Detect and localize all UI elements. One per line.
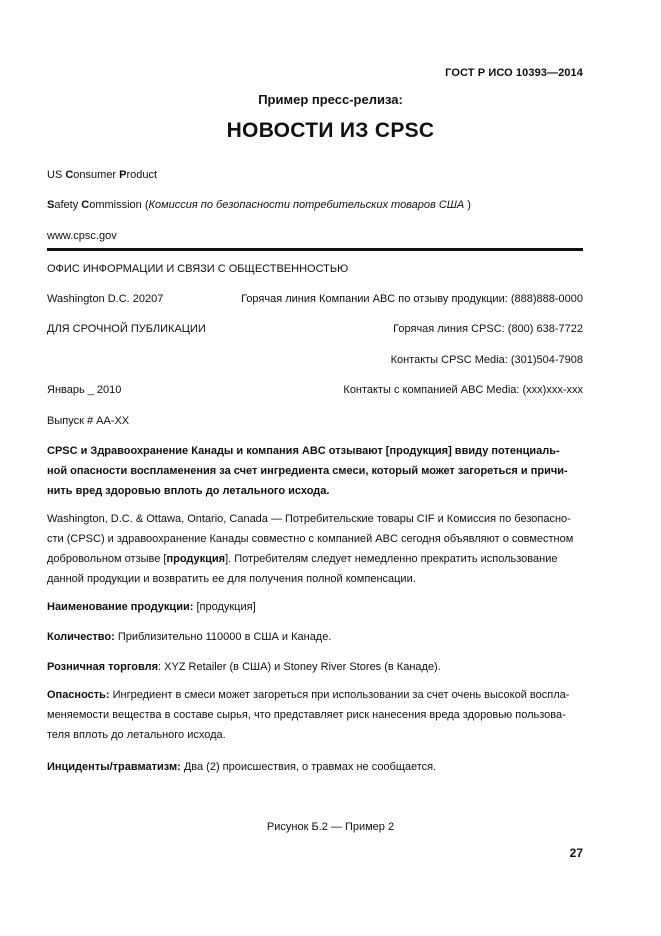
figure-caption: Рисунок Б.2 — Пример 2	[266, 821, 395, 833]
hazard-line: меняемости вещества в составе сырья, что представляет риск нанесения вреда здоровью пользова-	[47, 709, 566, 721]
headline-line: нить вред здоровью вплоть до летального исхода.	[47, 485, 330, 497]
standard-code: ГОСТ Р ИСО 10393—2014	[445, 67, 583, 79]
incidents-field: Инциденты/травматизм: Два (2) происшествия, о травмах не сообщается.	[47, 761, 437, 773]
hotline-abc: Горячая линия Компании ABC по отзыву продукции: (888)888-0000	[241, 293, 583, 305]
page-title: НОВОСТИ ИЗ CPSC	[226, 119, 435, 142]
website-link[interactable]: www.cpsc.gov	[47, 230, 117, 242]
quantity-field: Количество: Приблизительно 110000 в США и Канаде.	[47, 631, 332, 643]
headline-line: ной опасности воспламенения за счет ингредиента смеси, который может загореться и причи-	[47, 465, 568, 477]
hotline-cpsc: Горячая линия CPSC: (800) 638-7722	[393, 323, 583, 335]
headline-paragraph	[47, 441, 583, 501]
release-date: Январь _ 2010	[47, 384, 122, 396]
org-line-1: US Consumer Product	[47, 169, 158, 181]
retail-field: Розничная торговля: XYZ Retailer (в США) и Stoney River Stores (в Канаде).	[47, 661, 441, 673]
office-location: Washington D.C. 20207	[47, 293, 164, 305]
divider	[47, 248, 583, 251]
contacts-abc-media: Контакты с компанией ABC Media: (ххх)ххх-ххх	[343, 384, 583, 396]
product-field: Наименование продукции: [продукция]	[47, 601, 256, 613]
body-paragraph	[47, 509, 583, 589]
body-line: сти (CPSC) и здравоохранение Канады совместно с компанией ABC сегодня объявляют о совместном	[47, 533, 574, 545]
headline-line: CPSC и Здравоохранение Канады и компания ABC отзывают [продукция] ввиду потенциаль-	[47, 445, 560, 457]
date-row	[47, 384, 583, 396]
release-number: Выпуск # АА-ХХ	[47, 415, 130, 427]
org-line-2: Safety Commission (Комиссия по безопасности потребительских товаров США )	[47, 199, 471, 211]
hazard-line: теля вплоть до летального исхода.	[47, 729, 226, 741]
hazard-line: Опасность: Ингредиент в смеси может загореться при использовании за счет очень высокой воспла-	[47, 689, 570, 701]
release-row	[47, 323, 583, 335]
hazard-field	[47, 685, 583, 745]
office-heading: ОФИС ИНФОРМАЦИИ И СВЯЗИ С ОБЩЕСТВЕННОСТЬЮ	[47, 263, 349, 275]
contacts-cpsc-media: Контакты CPSC Media: (301)504-7908	[390, 354, 583, 366]
press-release-subtitle: Пример пресс-релиза:	[258, 92, 403, 107]
location-row	[47, 293, 583, 305]
immediate-release: ДЛЯ СРОЧНОЙ ПУБЛИКАЦИИ	[47, 323, 206, 335]
body-line: добровольном отзыве [ продукция ]. Потребителям следует немедленно прекратить использование	[47, 553, 558, 565]
page-number: 27	[569, 846, 583, 860]
body-line: данной продукции и возвратить ее для получения полной компенсации.	[47, 573, 416, 585]
body-line: Washington, D.C. & Ottawa, Ontario, Canada — Потребительские товары CIF и Комиссия по безопасно-	[47, 513, 571, 525]
